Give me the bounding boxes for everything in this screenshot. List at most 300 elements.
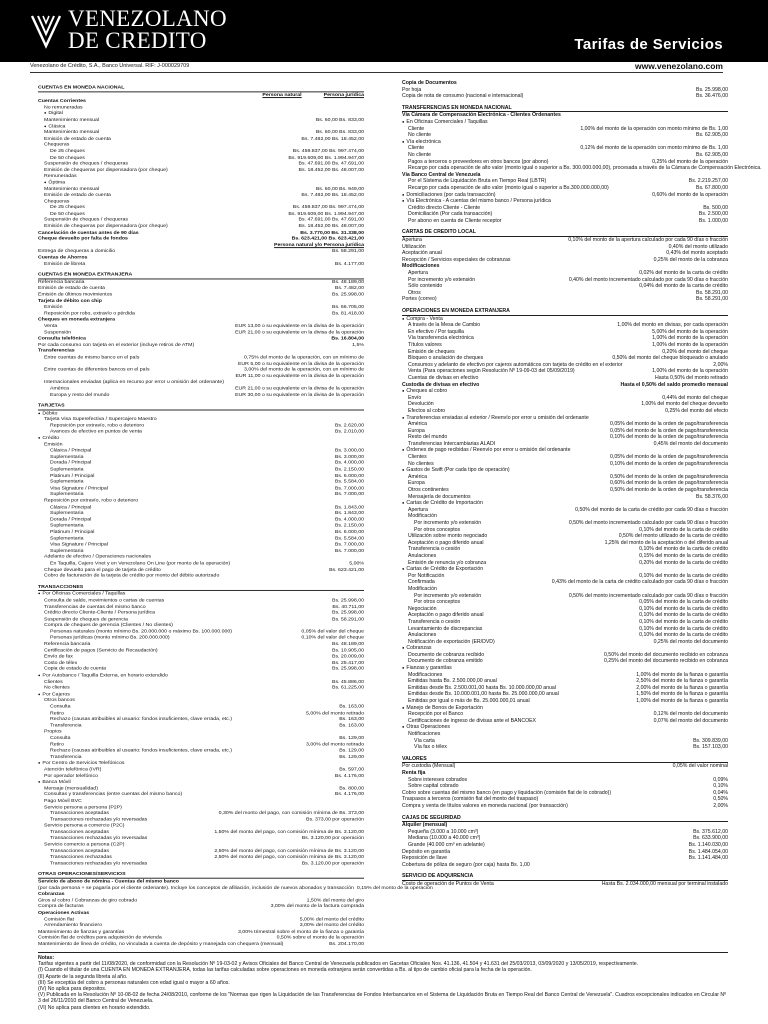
- fee-row: [402, 185, 728, 192]
- fee-value: 0,12% del monto de la operación con monto mínimo de Bs. 1,00: [580, 145, 728, 152]
- fee-label: Crédito directo Cliente - Cliente: [408, 204, 481, 211]
- fee-label: Mensaje (mensualidad): [44, 785, 98, 792]
- fee-label: Emitidas hasta Bs. 2.500.000,00 anual: [408, 678, 497, 685]
- fee-label: Reposición de llave: [402, 855, 447, 862]
- fee-value: EUR 11,00 o su equivalente en la divisa de la operación: [235, 373, 364, 379]
- fee-row: [402, 724, 728, 731]
- fee-row: [402, 461, 728, 468]
- notes-lines: [38, 961, 728, 1011]
- fee-row: [402, 560, 728, 567]
- fee-label: Giros al cobro / Cobranzas de giro cobrado: [38, 897, 138, 904]
- fee-label: Suspensión: [44, 329, 72, 336]
- fee-label: Arrendamiento financiero: [44, 922, 102, 929]
- fee-label: Recepción / Servicios especiales de cobranzas: [402, 256, 511, 263]
- fee-value: Bs. 3.770,00 Bs. 31.338,00: [300, 229, 364, 236]
- fee-value: 0,60% del monto de la operación: [652, 191, 728, 198]
- fee-value: 1,5%: [352, 341, 364, 348]
- fee-row: [402, 881, 728, 888]
- fee-label: Aceptación o pago diferido anual: [408, 539, 484, 546]
- fee-value: 0,12% del monto del documento: [653, 711, 728, 718]
- fee-value: 1,00% del monto de la operación: [652, 368, 728, 375]
- fee-label: ● Cheques al cobro: [406, 388, 448, 395]
- fee-label: Anulaciones: [408, 632, 437, 639]
- fee-row: [402, 368, 728, 375]
- fee-row: [402, 632, 728, 639]
- fee-row: [38, 941, 364, 947]
- fee-value: Bs. 204.170,00: [329, 941, 364, 948]
- fee-label: Rechazo (causas atribuibles al usuario: fondos insuficientes, clave errada, etc.): [50, 747, 232, 754]
- fee-label: Sólo contenido: [408, 283, 443, 290]
- fee-value: Hasta el 0,50% del saldo promedio mensual: [620, 381, 728, 388]
- fee-value: Bs. 3.120,00 por operación: [301, 835, 364, 842]
- fee-label: Reposición por robo, extravío o pérdida: [44, 310, 135, 317]
- fee-value: 0,10%: [713, 783, 728, 790]
- fee-label: Personas naturales (monto mínimo Bs. 20.000.000 o máximo Bs. 100.000.000): [50, 628, 232, 635]
- fee-value: Bs. 163,00: [339, 703, 364, 710]
- fee-label: Dorada / Principal: [50, 516, 92, 523]
- fee-value: Bs. 60,00 Bs. 949,00: [315, 185, 364, 192]
- fee-value: Bs. 7.000,00: [334, 547, 364, 554]
- fee-value: 3,00% del monto del crédito: [299, 922, 364, 929]
- fee-label: ● Óptima: [48, 179, 66, 186]
- fee-label: Por abono en cuenta de Cliente receptor: [408, 217, 502, 224]
- fee-value: 3,00% trimestral sobre el monto de la fianza o garantía: [237, 928, 364, 935]
- fee-label: Alquiler (mensual): [402, 822, 448, 829]
- fee-label: Emitidas desde Bs. 10.000.001,00 hasta Bs. 25.000.000,00 anual: [408, 691, 559, 698]
- fee-row: [402, 822, 728, 829]
- fee-row: [402, 672, 728, 679]
- fee-label: Renta fija: [402, 769, 426, 776]
- fee-label: Servicio persona a persona (P2P): [44, 804, 122, 810]
- fee-row: [402, 553, 728, 560]
- fee-value: Bs. 623.421,00: [329, 566, 364, 573]
- fee-label: Apertura: [402, 237, 422, 244]
- fee-label: Notificaciones: [408, 731, 441, 737]
- fee-label: Por el Sistema de Liquidación Bruta en Tiempo Real (LBTR): [408, 178, 547, 185]
- fee-label: Tarjeta Visa Superefectiva / Supercajero Maestro: [44, 416, 157, 423]
- fee-value: Bs. 7.482,00: [334, 285, 364, 292]
- fee-label: Emisión de estado de cuenta: [38, 285, 105, 292]
- note-line: (IV) No aplica para depositos.: [38, 986, 107, 993]
- fee-row: [402, 855, 728, 862]
- fee-label: Compra de cheques de gerencia (Clientes / No clientes): [44, 622, 173, 629]
- fee-label: Portes (correo): [402, 296, 437, 303]
- fee-value: Bs. 4.000,00: [334, 516, 364, 523]
- fee-label: Vía fax o télex: [414, 744, 447, 751]
- fee-value: 1,25% del monto de la aceptación o del diferido anual: [604, 539, 728, 546]
- fee-label: Resto del mundo: [408, 434, 448, 441]
- fee-value: Bs. 10.905,00: [331, 647, 364, 654]
- fee-row: [402, 612, 728, 619]
- fee-label: Cancelación de cuentas antes de 90 días: [38, 229, 139, 236]
- fee-label: Por incremento y/o extensión: [414, 520, 482, 526]
- fee-label: ● Banca Móvil: [42, 779, 71, 785]
- fee-value: Bs. 623.421,00 Bs. 623.421,00: [291, 235, 364, 242]
- fee-value: EUR 21,00 o su equivalente en la divisa de la operación: [235, 385, 364, 392]
- fee-value: 0,10% del monto de la carta de crédito: [639, 612, 728, 619]
- fee-label: ● Compra - Venta: [406, 315, 443, 322]
- fee-label: ● Vía electrónica: [406, 138, 441, 145]
- legal-text: Venezolano de Crédito, S.A., Banco Universal. RIF: J-000029709: [30, 63, 190, 69]
- fee-value: 0,40% del monto incrementado calculado por cada 90 días o fracción: [568, 276, 728, 283]
- fee-label: Transferencias de cuentas del mismo banco: [44, 603, 146, 610]
- fee-label: En Taquilla, Cajero Vnet y en Venezolano On Line (por monto de la operación): [50, 560, 231, 567]
- fee-row: [38, 573, 364, 579]
- fee-label: Por hoja: [402, 86, 422, 93]
- fee-value: 0,05% del monto de la orden de pago/transferencia: [610, 421, 728, 428]
- fee-label: Consulta: [50, 735, 71, 741]
- fee-row: [402, 87, 728, 94]
- fee-label: Europa: [408, 480, 425, 487]
- fee-label: Pagos a terceros o proveedores en otros bancos (por abono): [408, 158, 549, 165]
- fee-label: Suspensión de cheques / chequeras: [44, 217, 128, 223]
- fee-row: [402, 342, 728, 349]
- fee-value: 0,44% del monto del cheque: [662, 394, 728, 401]
- fee-label: Transacciones aceptadas: [50, 847, 109, 854]
- fee-row: [38, 261, 364, 267]
- fee-row: [402, 211, 728, 218]
- fee-label: Bloqueo o anulación de cheques: [408, 355, 484, 362]
- fee-row: [402, 296, 728, 303]
- fee-label: Modificaciones: [402, 263, 440, 270]
- fee-label: ● Digital: [48, 110, 63, 117]
- bank-name: [68, 8, 227, 52]
- fee-row: [38, 860, 364, 866]
- fee-value: 0,25% del monto del efecto: [665, 407, 728, 414]
- fee-label: Pequeña (3.000 a 10.000 cm³): [408, 828, 479, 835]
- fee-value: 1,00% del monto de la fianza o garantía: [636, 671, 728, 678]
- fee-value: 0,10% del monto de la orden de pago/transferencia: [610, 460, 728, 467]
- page-title: Tarifas de Servicios: [574, 36, 723, 53]
- sub-header: [30, 63, 723, 73]
- fee-label: Transferencias Intercambiarias ALADI: [408, 440, 496, 447]
- fee-label: Visa Signature / Principal: [50, 541, 108, 548]
- fee-label: Cuentas de Ahorros: [38, 254, 88, 261]
- fee-value: Bs. 18.452,00 Bs. 48.007,00: [298, 223, 364, 230]
- fee-row: [402, 415, 728, 422]
- fee-label: Pago Móvil BVC: [44, 797, 82, 804]
- fee-row: [402, 454, 728, 461]
- bank-name-line1: VENEZOLANO: [68, 6, 227, 31]
- fee-value: Bs. 163,00: [339, 716, 364, 723]
- right-column: [402, 80, 762, 887]
- fee-row: [402, 790, 728, 797]
- fee-label: Depósito en garantía: [402, 848, 451, 855]
- fee-label: ● Por Oficinas Comerciales / Taquillas: [42, 591, 126, 597]
- fee-label: Servicio de abono de nómina - Cuentas del mismo banco: [38, 878, 179, 885]
- fee-label: Emisión de chequeras por dispensadora (por cheque): [44, 223, 168, 230]
- fee-label: Cobranzas: [38, 891, 65, 897]
- fee-label: Chequeras: [44, 142, 70, 148]
- notes-section: [38, 952, 728, 1011]
- fee-label: Otros: [408, 289, 421, 296]
- fee-label: ● Por Autobanco / Taquilla Externa, en horario extendido: [42, 672, 168, 679]
- fee-label: Consulta telefónica: [38, 335, 86, 342]
- fee-row: [402, 849, 728, 856]
- fee-row: [402, 639, 728, 646]
- fee-label: Platinum / Principal: [50, 472, 95, 479]
- fee-row: [402, 626, 728, 633]
- fee-label: Clásica / Principal: [50, 504, 92, 510]
- fee-value: Bs. 40.711,00: [332, 603, 364, 610]
- fee-label: Clientes: [44, 678, 63, 685]
- fee-label: Copia de Documentos: [402, 80, 457, 86]
- fee-value: Bs. 800,00: [339, 785, 364, 792]
- fee-label: Platinum / Principal: [50, 529, 95, 535]
- fee-value: 1,00% del monto de la operación con monto mínimo de Bs. 1,00: [580, 125, 728, 132]
- fee-label: No clientes: [44, 685, 70, 691]
- fee-value: 0,50% del monto utilizado de la carta de crédito: [618, 533, 728, 540]
- fee-label: ● Órdenes de pago recibidas / Reenvío por error u omisión del ordenante: [406, 447, 571, 454]
- fee-value: 5,00% del monto de la operación: [652, 328, 728, 335]
- fee-value: 0,25% del monto del documento: [653, 638, 728, 645]
- fee-row: [402, 691, 728, 698]
- fee-value: Bs. 1.484.054,00: [688, 848, 728, 855]
- fee-value: Bs. 60,00 Bs. 833,00: [315, 129, 364, 136]
- fee-label: Rechazo (causas atribuibles al usuario: fondos insuficientes, clave errada, etc.): [50, 716, 232, 723]
- fee-value: 0,05% del monto de la carta de crédito: [639, 599, 728, 606]
- fee-value: Bs. 25.998,00: [331, 597, 364, 604]
- fee-label: Internacionales enviadas (aplica en recurso por error u omisión del ordenante): [44, 379, 224, 386]
- fee-row: [402, 112, 728, 119]
- fee-value: 2,00% del monto de la fianza o garantía: [636, 684, 728, 691]
- fee-row: [402, 362, 728, 369]
- fee-label: Documento de cobranza recibido: [408, 651, 485, 658]
- fee-value: Bs. 373,00 por operación: [306, 816, 364, 823]
- fee-label: Emisión de renuncia y/o cobranza: [408, 559, 487, 566]
- fee-value: Bs. 129,00: [339, 735, 364, 741]
- fee-label: Costo de télex: [44, 660, 78, 666]
- fee-value: 2,00%: [713, 802, 728, 809]
- fee-value: Bs. 47.691,00 Bs. 47.691,00: [298, 160, 364, 167]
- fee-value: Bs. 3.120,00 por operación: [301, 860, 364, 867]
- fee-row: [402, 93, 728, 100]
- fee-label: Propios: [44, 728, 62, 735]
- fee-value: 3,00% del monto de la factura comprada: [270, 903, 364, 910]
- fee-row: [402, 731, 728, 738]
- fee-row: [402, 257, 728, 264]
- fee-value: Bs. 129,00: [339, 754, 364, 760]
- note-line: (V) Publicada en la Resolución Nº 10-08-02 de fecha 24/08/2010, conforme de los "Normas que rigen la Liquidación de las Transferencias de Fondos Interbancarios en el Sistema de Liquidación Bruta en Tiempo Real del Banco Central de Venezuela". Cuadros excepcionales indicados en Circular Nº 3 del 26/11/2010 del Banco Central de Venezuela.: [38, 992, 727, 1005]
- fee-value: 1,50% del monto de la fianza o garantía: [636, 691, 728, 698]
- fee-value: Bs. 1.140.030,00: [688, 841, 728, 848]
- fee-label: No clientes: [408, 460, 434, 467]
- fee-row: [402, 527, 728, 534]
- fee-label: Comisión flat: [44, 916, 74, 922]
- fee-label: Europa: [408, 427, 425, 434]
- fee-row: [402, 152, 728, 159]
- fee-label: Consultas y transferencias (entre cuentas del mismo banco): [44, 791, 183, 798]
- fee-label: ● Fianzas y garantías: [406, 665, 452, 672]
- fee-label: A través de la Mesa de Cambio: [408, 322, 481, 329]
- fee-label: De 25 cheques: [50, 148, 85, 155]
- fee-label: Atención telefónica (IVR): [44, 766, 102, 773]
- fee-row: [402, 678, 728, 685]
- fee-label: ● Transferencias enviadas al exterior / Reenvío por error u omisión del ordenante: [406, 414, 589, 421]
- fee-label: Cobro sobre cuentas del mismo banco (en pago y liquidación (comisión flat de lo cobrado)): [402, 789, 612, 796]
- fee-value: Bs. 4.177,00: [334, 261, 364, 267]
- fee-row: [402, 172, 728, 179]
- fee-label: Vía Banco Central de Venezuela: [402, 171, 481, 178]
- fee-label: Entrega de chequeras a domicilio: [38, 248, 115, 255]
- fee-label: Avances de efectivo en puntos de venta: [50, 428, 142, 435]
- fee-label: Tarjeta de débito con chip: [38, 298, 102, 304]
- fee-label: Clientes: [408, 454, 427, 461]
- fee-value: Bs. 459.837,00 Bs. 997.474,00: [292, 148, 364, 155]
- note-line: (II) Aparte de la segunda libreta al año.: [38, 973, 128, 980]
- fee-label: Cobertura de póliza de seguro (por caja) hasta Bs. 1,00: [402, 861, 530, 868]
- fee-value: Bs. 47.691,00 Bs. 47.691,00: [298, 217, 364, 223]
- section-heading: CAJAS DE SEGURIDAD: [402, 815, 728, 823]
- fee-row: [402, 316, 728, 323]
- fee-value: 0,05% del monto de la orden de pago/transferencia: [610, 454, 728, 461]
- fee-label: Recargo por cada operación de alto valor (monto igual o superior a Bs.300.000.000,00): [408, 184, 609, 191]
- fee-label: ● En Oficinas Comerciales / Taquillas: [406, 118, 488, 125]
- fee-label: Custodia de divisas en efectivo: [402, 381, 480, 388]
- fee-label: Suplementaria: [50, 535, 84, 542]
- fee-value: 0,50% sobre el monto de la operación: [276, 935, 364, 941]
- fee-row: [402, 165, 762, 172]
- notes-title: Notas:: [38, 955, 55, 961]
- fee-row: [402, 744, 728, 751]
- website-link[interactable]: www.venezolano.com: [634, 61, 723, 71]
- fee-value: Bs. 62.905,00: [695, 151, 728, 158]
- fee-value: Bs. 7.000,00: [334, 485, 364, 492]
- fee-row: [402, 132, 728, 139]
- fee-value: EUR 30,00 o su equivalente en la divisa de la operación: [235, 391, 364, 398]
- fee-label: Transferencia: [50, 754, 82, 760]
- fee-value: 0,50% del monto de la orden de pago/transferencia: [610, 473, 728, 480]
- fee-label: América: [408, 473, 428, 480]
- fee-row: [402, 579, 728, 586]
- column-header: Persona natural y/o Persona jurídica: [274, 242, 364, 248]
- fee-value: Bs. 919.609,00 Bs. 1.994.947,00: [288, 154, 364, 161]
- fee-value: 3,00% del monto de la operación, con un mínimo de: [244, 366, 364, 373]
- fee-label: ● Cobranzas: [406, 645, 432, 652]
- fee-label: En efectivo / Por taquilla: [408, 328, 464, 335]
- header-banner: [0, 0, 768, 62]
- fee-label: Emisión: [44, 441, 63, 448]
- fee-label: Mediana (10.000 a 40.000 cm³): [408, 835, 481, 842]
- fee-value: Bs. 2.150,00: [334, 522, 364, 529]
- fee-row: [402, 329, 728, 336]
- fee-label: Por custodia (Mensual): [402, 763, 456, 770]
- fee-row: [402, 711, 728, 718]
- fee-row: [402, 263, 728, 270]
- fee-row: [402, 835, 728, 842]
- fee-label: Transferencias: [38, 348, 75, 354]
- fee-row: [402, 573, 728, 580]
- fee-label: Venta (Para operaciones según Resolución Nº 19-09-03 del 05/09/2019): [408, 368, 575, 375]
- fee-row: [402, 474, 728, 481]
- fee-value: 0,43% del monto aceptado: [666, 250, 728, 257]
- fee-label: Emisión de estado de cuenta: [44, 135, 111, 142]
- fee-label: Por incremento y/o extensión: [414, 592, 482, 599]
- fee-row: [402, 829, 728, 836]
- fee-label: Recepción por el Banco: [408, 711, 464, 718]
- note-line: (VI) No aplica para clientes en horario extendido.: [38, 1004, 151, 1011]
- fee-row: [402, 770, 728, 777]
- fee-label: Cliente: [408, 145, 425, 152]
- fee-row: [402, 487, 728, 494]
- fee-value: 0,60% del monto de la orden de pago/transferencia: [610, 480, 728, 487]
- fee-value: 0,50% del monto incrementado calculado por cada 90 días o fracción: [568, 520, 728, 526]
- fee-row: [402, 796, 728, 803]
- fee-row: [402, 803, 728, 810]
- fee-value: EUR 21,00 o su equivalente en la divisa de la operación: [235, 329, 364, 336]
- fee-value: Bs. 36.476,00: [695, 93, 728, 100]
- fee-value: 0,05% del valor del cheque: [301, 628, 364, 635]
- fee-row: [402, 467, 728, 474]
- fee-value: EUR 13,00 o su equivalente en la divisa de la operación: [235, 323, 364, 329]
- fee-label: Por otros conceptos: [414, 526, 461, 533]
- fee-row: [402, 738, 728, 745]
- fee-label: Títulos valores: [408, 341, 442, 348]
- fee-label: Por cada consumo con tarjeta en el exterior (incluye retiros de ATM): [38, 341, 195, 348]
- fee-label: Compra de facturas: [38, 903, 84, 910]
- fee-label: Suplementaria: [50, 522, 84, 529]
- fee-value: 0,10% del monto de la carta de crédito: [639, 605, 728, 612]
- fee-value: Bs. 25.998,00: [331, 610, 364, 616]
- fee-label: Emisión de chequeras por dispensadora (por cheque): [44, 167, 168, 173]
- fee-value: Bs. 58.291,00: [695, 289, 728, 296]
- fee-value: Bs. 7.482,00 Bs. 18.452,00: [301, 192, 364, 198]
- fee-label: Costo de operación de Puntos de Venta: [402, 880, 494, 887]
- fee-label: Utilización sobre monto negociado: [408, 533, 488, 540]
- fee-label: De 50 cheques: [50, 154, 85, 161]
- fee-label: Transacciones aceptadas: [50, 829, 109, 835]
- fee-row: [402, 428, 728, 435]
- fee-label: Reposición por extravío, robo o deterioro: [44, 497, 139, 504]
- section-heading: OTRAS OPERACIONES/SERVICIOS: [38, 871, 364, 878]
- fee-row: [402, 507, 728, 514]
- fee-row: [402, 862, 728, 869]
- fee-label: No cliente: [408, 132, 432, 139]
- fee-value: Bs. 633.900,00: [693, 835, 728, 842]
- fee-value: 5,00% del monto del crédito: [299, 916, 364, 922]
- fee-label: Suspensión de cheques de gerencia: [44, 616, 128, 622]
- fee-row: [402, 500, 728, 507]
- fee-value: 1,50% del monto del pago, con comisión mínima de Bs. 3.120,00: [214, 829, 364, 835]
- fee-label: Transacciones rechazadas y/o reversadas: [50, 835, 148, 842]
- fee-label: Emisión: [44, 304, 63, 310]
- fee-value: 0,25% del monto de la operación: [652, 158, 728, 165]
- fee-row: [402, 322, 728, 329]
- fee-value: Bs. 597,00: [339, 766, 364, 773]
- fee-row: [402, 244, 728, 251]
- fee-label: No cliente: [408, 151, 432, 158]
- fee-label: Servicio comercio a persona (C2P): [44, 841, 125, 848]
- fee-label: Remuneradas: [44, 173, 77, 180]
- fee-value: 0,50% del monto de la carta de crédito por cada 90 días o fracción: [575, 506, 728, 513]
- fee-row: [402, 250, 728, 257]
- note-line: (III) Se exceptúa del cobro a personas naturales con edad igual o mayor a 60 años.: [38, 979, 230, 986]
- fee-value: Bs. 58.291,00: [331, 616, 364, 622]
- fee-row: [402, 783, 728, 790]
- fee-value: Bs. 2.219.257,00: [688, 178, 728, 185]
- fee-label: Domiciliación (Por cada transacción): [408, 211, 493, 218]
- fee-row: [402, 763, 728, 770]
- fee-label: Emitidas por igual o más de Bs. 25.000.000,01 anual: [408, 698, 530, 705]
- fee-value: Bs. 81.418,00: [331, 310, 364, 317]
- fee-label: Compra y venta de títulos valores en moneda nacional (por transacción): [402, 802, 568, 809]
- fee-row: [402, 192, 728, 199]
- fee-value: 0,10% del monto de la apertura calculado por cada 90 días o fracción: [568, 237, 728, 244]
- fee-value: 0,05% del valor nominal: [672, 763, 728, 770]
- fee-label: ● Por Cajeros: [42, 691, 70, 698]
- fee-value: Bs. 1.000,00: [698, 217, 728, 224]
- fee-row: [402, 139, 728, 146]
